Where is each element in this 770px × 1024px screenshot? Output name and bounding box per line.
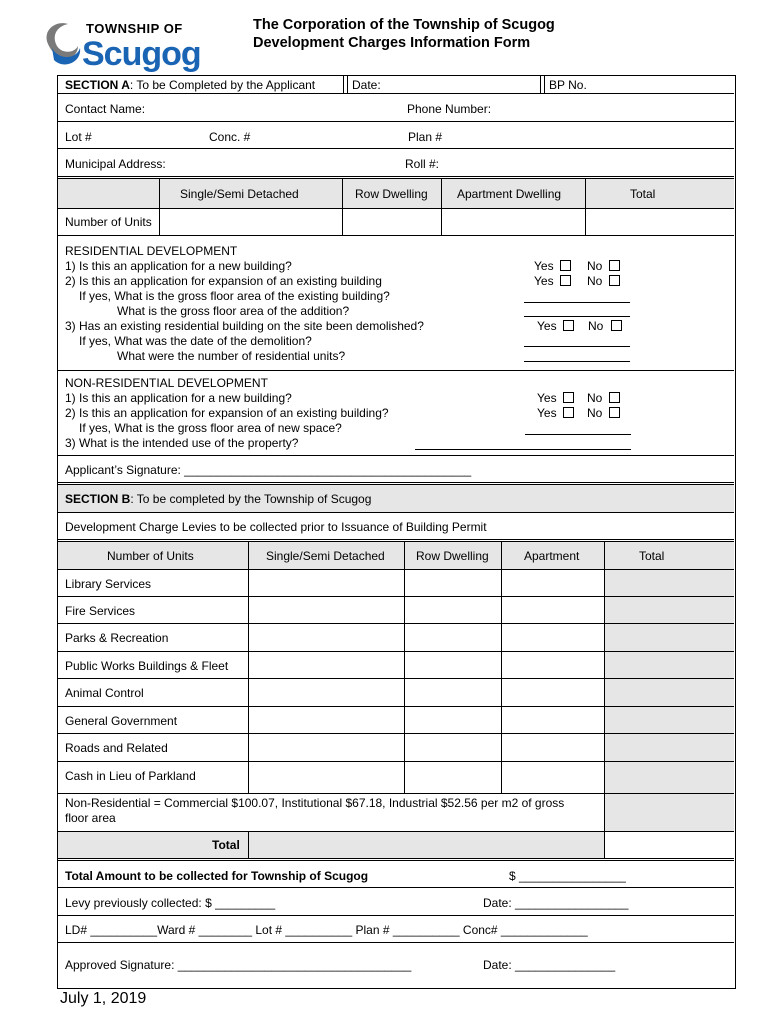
page-title — [253, 16, 555, 52]
units-col-row: Row Dwelling — [355, 187, 428, 201]
levy-row-library: Library Services — [65, 577, 152, 591]
date-label: Date: — [352, 78, 381, 92]
nonres-heading: NON-RESIDENTIAL DEVELOPMENT — [65, 376, 268, 390]
res-q2a: If yes, What is the gross floor area of the existing building? — [79, 289, 390, 303]
total-amount-label: Total Amount to be collected for Township of Scugog — [65, 869, 369, 883]
nonres-rate-line-2: floor area — [65, 811, 116, 825]
levy-date-field[interactable]: Date: _________________ — [483, 896, 629, 910]
number-of-units-label: Number of Units — [65, 215, 152, 229]
municipal-address-label: Municipal Address: — [65, 157, 166, 171]
res-q2-no-label: No — [587, 274, 603, 288]
levy-col-units: Number of Units — [107, 549, 194, 563]
res-q1-yes-checkbox[interactable] — [560, 260, 571, 271]
nonres-q2-no-checkbox[interactable] — [609, 407, 620, 418]
section-a-rest: : To be Completed by the Applicant — [129, 78, 316, 92]
section-b-rest: : To be completed by the Township of Scugog — [130, 492, 372, 506]
levy-row-animal-control: Animal Control — [65, 686, 144, 700]
res-q3-no-label: No — [588, 319, 604, 333]
levy-total-label: Total — [212, 838, 240, 852]
levy-previously-collected-field[interactable]: Levy previously collected: $ _________ — [65, 896, 276, 910]
res-q3-yes-label: Yes — [537, 319, 557, 333]
residential-heading: RESIDENTIAL DEVELOPMENT — [65, 244, 238, 258]
form-box — [57, 75, 736, 989]
res-q3a: If yes, What was the date of the demolition? — [79, 334, 312, 348]
levy-total-col-shade — [604, 569, 734, 793]
section-a-bold: SECTION A — [65, 78, 130, 92]
nonres-q2-no-label: No — [587, 406, 603, 420]
nonres-q1-no-checkbox[interactable] — [609, 392, 620, 403]
res-q2b: What is the gross floor area of the addition? — [117, 304, 350, 318]
addition-gfa-field[interactable] — [524, 316, 630, 317]
section-b-bold: SECTION B — [65, 492, 131, 506]
res-q1: 1) Is this an application for a new building? — [65, 259, 292, 273]
levy-col-row: Row Dwelling — [416, 549, 489, 563]
units-col-apartment: Apartment Dwelling — [457, 187, 562, 201]
applicant-signature-field[interactable]: Applicant’s Signature: ___________________________________________ — [65, 463, 472, 477]
res-q3-yes-checkbox[interactable] — [563, 320, 574, 331]
plan-label: Plan # — [408, 130, 443, 144]
approved-date-field[interactable]: Date: _______________ — [483, 958, 616, 972]
levies-note: Development Charge Levies to be collected prior to Issuance of Building Permit — [65, 520, 487, 534]
lot-label: Lot # — [65, 130, 92, 144]
res-q1-no-label: No — [587, 259, 603, 273]
nonres-q1-no-label: No — [587, 391, 603, 405]
conc-label: Conc. # — [209, 130, 251, 144]
demolition-date-field[interactable] — [524, 346, 630, 347]
phone-number-label: Phone Number: — [407, 102, 492, 116]
nonres-q1-yes-checkbox[interactable] — [563, 392, 574, 403]
roll-label: Roll #: — [405, 157, 440, 171]
units-col-single: Single/Semi Detached — [180, 187, 299, 201]
res-q3b: What were the number of residential units? — [117, 349, 346, 363]
levy-row-public-works: Public Works Buildings & Fleet — [65, 659, 229, 673]
nonres-rate-line-1: Non-Residential = Commercial $100.07, Institutional $67.18, Industrial $52.56 per m2 of gross — [65, 796, 565, 810]
nonres-total-shade — [604, 793, 734, 831]
intended-use-field[interactable] — [415, 449, 631, 450]
nonres-q2: 2) Is this an application for expansion of an existing building? — [65, 406, 389, 420]
logo-top-text: TOWNSHIP OF — [86, 21, 183, 36]
nonres-q1: 1) Is this an application for a new building? — [65, 391, 292, 405]
levy-row-cash-in-lieu: Cash in Lieu of Parkland — [65, 769, 196, 783]
res-q1-no-checkbox[interactable] — [609, 260, 620, 271]
title-line-2: Development Charges Information Form — [253, 35, 531, 51]
levy-col-total: Total — [639, 549, 665, 563]
title-line-1: The Corporation of the Township of Scugog — [253, 17, 555, 33]
total-row-shade — [248, 831, 604, 858]
nonres-q2-yes-checkbox[interactable] — [563, 407, 574, 418]
levy-row-parks: Parks & Recreation — [65, 631, 169, 645]
levy-col-apartment: Apartment — [524, 549, 580, 563]
ld-ward-lot-plan-conc-field[interactable]: LD# __________Ward # ________ Lot # __________ Plan # __________ Conc# _____________ — [65, 923, 588, 937]
nonres-q1-yes-label: Yes — [537, 391, 557, 405]
nonres-q2-yes-label: Yes — [537, 406, 557, 420]
res-q2-yes-checkbox[interactable] — [560, 275, 571, 286]
existing-gfa-field[interactable] — [524, 302, 630, 303]
res-q2-yes-label: Yes — [534, 274, 554, 288]
logo-name-text: Scugog — [82, 35, 201, 73]
section-b-label — [65, 492, 371, 506]
res-q1-yes-label: Yes — [534, 259, 554, 273]
nonres-q3: 3) What is the intended use of the property? — [65, 436, 299, 450]
res-q2-no-checkbox[interactable] — [609, 275, 620, 286]
res-q3: 3) Has an existing residential building on the site been demolished? — [65, 319, 424, 333]
levy-row-fire: Fire Services — [65, 604, 136, 618]
res-q3-no-checkbox[interactable] — [611, 320, 622, 331]
residential-units-field[interactable] — [524, 361, 630, 362]
form-revision-date: July 1, 2019 — [60, 990, 147, 1007]
bp-no-label: BP No. — [549, 78, 587, 92]
nonres-q2a: If yes, What is the gross floor area of new space? — [79, 421, 342, 435]
levy-row-general-government: General Government — [65, 714, 178, 728]
contact-name-label: Contact Name: — [65, 102, 146, 116]
approved-signature-field[interactable]: Approved Signature: ___________________________________ — [65, 958, 412, 972]
units-col-total: Total — [630, 187, 656, 201]
res-q2: 2) Is this an application for expansion of an existing building — [65, 274, 382, 288]
total-amount-field[interactable]: $ ________________ — [509, 869, 626, 883]
township-logo — [38, 14, 203, 78]
levy-col-single: Single/Semi Detached — [266, 549, 385, 563]
section-a-label — [65, 78, 315, 92]
levy-row-roads: Roads and Related — [65, 741, 168, 755]
new-space-gfa-field[interactable] — [525, 434, 631, 435]
